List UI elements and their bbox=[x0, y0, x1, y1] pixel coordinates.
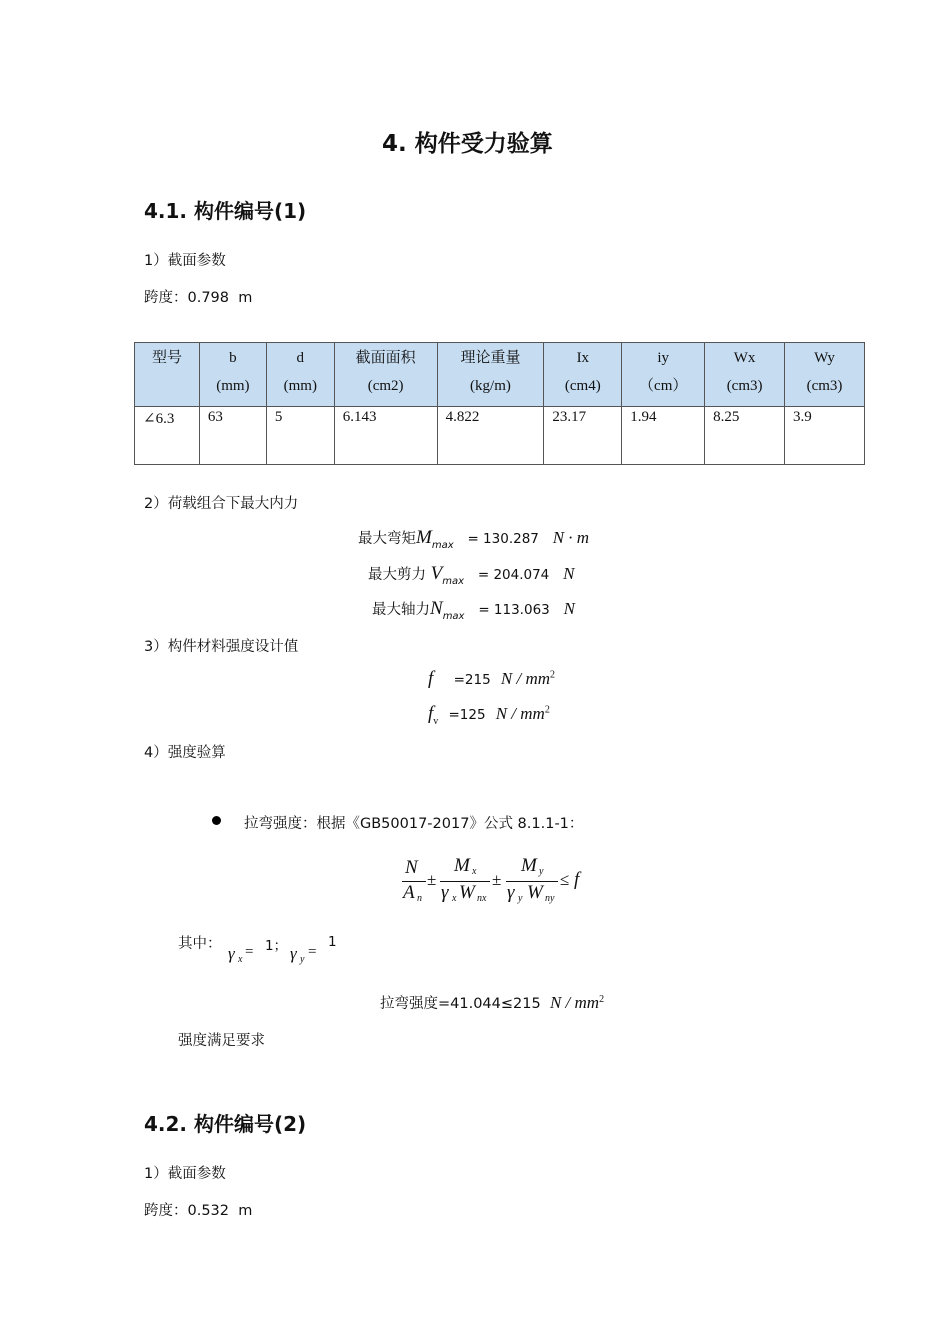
strength-conclusion: 强度满足要求 bbox=[178, 1033, 265, 1049]
span-label: 跨度： bbox=[144, 290, 188, 306]
formula-gamma-y: γ bbox=[507, 882, 515, 903]
table-cell: 6.143 bbox=[334, 407, 437, 465]
result-unit-exp: 2 bbox=[599, 994, 605, 1006]
max-shear-line bbox=[368, 563, 574, 585]
table-cell: ∠6.3 bbox=[135, 407, 200, 465]
fv-design-line bbox=[428, 703, 550, 725]
fv-value: =125 bbox=[448, 707, 486, 723]
step-label-internal-forces: 2）荷载组合下最大内力 bbox=[144, 496, 299, 512]
formula-f: f bbox=[574, 869, 580, 890]
formula-my: M bbox=[521, 855, 537, 876]
formula-plus-minus-1: ± bbox=[427, 870, 437, 889]
table-header-cell: 型号 bbox=[135, 343, 200, 407]
formula-a-denominator: A bbox=[403, 882, 415, 903]
formula-gamma-x: γ bbox=[441, 882, 449, 903]
step-label-section-params-2: 1）截面参数 bbox=[144, 1166, 226, 1182]
f-unit-exp: 2 bbox=[550, 669, 556, 681]
table-header-cell: d (mm) bbox=[266, 343, 334, 407]
moment-symbol: M bbox=[416, 527, 432, 548]
table-cell: 63 bbox=[199, 407, 266, 465]
where-label: 其中： bbox=[178, 936, 222, 952]
table-header-cell: 截面面积 (cm2) bbox=[334, 343, 437, 407]
page-title: 4. 构件受力验算 bbox=[382, 131, 553, 157]
table-header-cell: Ix (cm4) bbox=[544, 343, 622, 407]
table-header-row bbox=[135, 343, 865, 407]
formula-mx: M bbox=[454, 855, 470, 876]
f-value: =215 bbox=[453, 672, 491, 688]
gamma-values bbox=[228, 934, 348, 966]
axial-subscript: max bbox=[442, 611, 465, 622]
shear-unit: N bbox=[563, 564, 575, 583]
table-header-cell: Wy (cm3) bbox=[785, 343, 865, 407]
step-label-section-params: 1）截面参数 bbox=[144, 253, 226, 269]
gamma-x-subscript: x bbox=[238, 954, 243, 965]
formula-a-subscript: n bbox=[417, 893, 422, 904]
table-header-cell: Wx (cm3) bbox=[705, 343, 785, 407]
gamma-y-symbol: γ bbox=[290, 944, 297, 963]
bending-strength-result bbox=[380, 992, 604, 1013]
section-heading-2: 4.2. 构件编号(2) bbox=[144, 1112, 307, 1136]
section-params-table bbox=[134, 342, 865, 465]
max-shear-value: = 204.074 bbox=[477, 567, 550, 583]
table-cell: 5 bbox=[266, 407, 334, 465]
span-unit: m bbox=[238, 290, 253, 306]
formula-wnx-subscript: nx bbox=[477, 893, 487, 904]
table-header-cell: iy （cm） bbox=[622, 343, 705, 407]
formula-gamma-x-subscript: x bbox=[452, 893, 457, 904]
moment-unit: N · m bbox=[552, 528, 590, 547]
formula-mx-subscript: x bbox=[472, 866, 477, 877]
table-cell: 8.25 bbox=[705, 407, 785, 465]
span-value: 0.798 bbox=[187, 290, 230, 306]
table-header-cell: b (mm) bbox=[199, 343, 266, 407]
formula-gamma-y-subscript: y bbox=[518, 893, 523, 904]
formula-plus-minus-2: ± bbox=[492, 870, 502, 889]
table-row bbox=[135, 407, 865, 465]
fv-unit-exp: 2 bbox=[544, 704, 550, 716]
moment-subscript: max bbox=[431, 540, 454, 551]
fv-subscript: v bbox=[433, 716, 439, 727]
formula-wny-subscript: ny bbox=[545, 893, 555, 904]
f-unit: N / mm bbox=[500, 669, 551, 688]
table-cell: 4.822 bbox=[437, 407, 544, 465]
strength-formula bbox=[400, 855, 590, 911]
max-moment-line bbox=[358, 527, 589, 549]
span-row-2 bbox=[144, 1199, 252, 1220]
formula-wny: W bbox=[527, 882, 543, 903]
gamma-x-value: 1； bbox=[265, 938, 288, 954]
gamma-x-symbol: γ bbox=[228, 944, 235, 963]
span-unit-2: m bbox=[238, 1203, 253, 1219]
bullet-icon bbox=[212, 816, 221, 825]
max-shear-label: 最大剪力 bbox=[368, 567, 426, 583]
gamma-y-subscript: y bbox=[300, 954, 305, 965]
max-moment-label: 最大弯矩 bbox=[358, 531, 416, 547]
gamma-y-equals: = bbox=[308, 944, 317, 960]
fv-unit: N / mm bbox=[495, 704, 545, 723]
max-axial-label: 最大轴力 bbox=[372, 602, 430, 618]
table-cell: 1.94 bbox=[622, 407, 705, 465]
bending-strength-basis: 拉弯强度：根据《GB50017-2017》公式 8.1.1-1： bbox=[244, 816, 584, 832]
formula-wnx: W bbox=[459, 882, 475, 903]
step-label-strength-check: 4）强度验算 bbox=[144, 745, 226, 761]
result-unit: N / mm bbox=[549, 993, 600, 1012]
max-axial-line bbox=[372, 598, 575, 620]
span-row bbox=[144, 286, 252, 307]
section-heading-1: 4.1. 构件编号(1) bbox=[144, 199, 307, 223]
axial-symbol: N bbox=[430, 598, 443, 619]
formula-n-numerator: N bbox=[405, 857, 418, 878]
max-axial-value: = 113.063 bbox=[478, 602, 550, 618]
table-cell: 23.17 bbox=[544, 407, 622, 465]
formula-leq: ≤ bbox=[560, 870, 570, 889]
table-header-cell: 理论重量 (kg/m) bbox=[437, 343, 544, 407]
span-label-2: 跨度： bbox=[144, 1203, 188, 1219]
span-value-2: 0.532 bbox=[187, 1203, 230, 1219]
max-moment-value: = 130.287 bbox=[467, 531, 539, 547]
result-text: 拉弯强度=41.044≤215 bbox=[380, 996, 541, 1012]
formula-my-subscript: y bbox=[539, 866, 544, 877]
shear-symbol: V bbox=[430, 563, 443, 584]
f-design-line bbox=[428, 668, 555, 690]
gamma-x-equals: = bbox=[245, 944, 254, 960]
gamma-y-value: 1 bbox=[328, 934, 337, 950]
f-symbol: f bbox=[428, 668, 434, 689]
fv-symbol: f bbox=[428, 703, 434, 724]
axial-unit: N bbox=[563, 599, 575, 618]
table-cell: 3.9 bbox=[785, 407, 865, 465]
step-label-material-strength: 3）构件材料强度设计值 bbox=[144, 639, 299, 655]
shear-subscript: max bbox=[442, 576, 465, 587]
